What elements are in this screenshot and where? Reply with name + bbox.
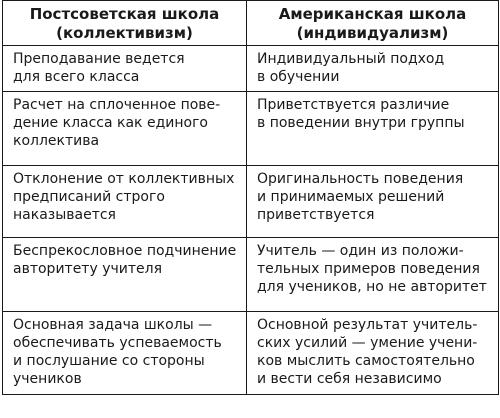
table-cell xyxy=(247,166,499,238)
table-cell xyxy=(3,92,247,166)
cell-text: Расчет на сплоченное пове- дение класса как единого коллектива xyxy=(13,97,221,149)
table-cell xyxy=(247,46,499,92)
cell-text: Отклонение от коллективных предписаний строго наказывается xyxy=(13,171,235,223)
cell-text: Основная задача школы — обеспечивать успеваемость и послушание со стороны учеников xyxy=(13,317,222,387)
cell-text: Преподавание ведется для всего класса xyxy=(13,51,185,85)
table-row xyxy=(3,238,499,312)
column-header-american xyxy=(247,1,499,46)
cell-text: Индивидуальный подход в обучении xyxy=(257,51,445,85)
cell-text: Оригинальность поведения и принимаемых решений приветствуется xyxy=(257,171,464,223)
table-row xyxy=(3,92,499,166)
table-row xyxy=(3,46,499,92)
table-cell xyxy=(247,312,499,395)
table-cell xyxy=(3,238,247,312)
table-row xyxy=(3,166,499,238)
cell-text: Беспрекословное подчинение авторитету учителя xyxy=(13,243,237,277)
cell-text: Приветствуется различие в поведении внутри группы xyxy=(257,97,465,131)
comparison-table xyxy=(2,0,499,395)
table-cell xyxy=(247,238,499,312)
cell-text: Учитель — один из положи- тельных примеров поведения для учеников, но не авторитет xyxy=(257,243,487,295)
table-cell xyxy=(3,166,247,238)
table-cell xyxy=(3,46,247,92)
table-row xyxy=(3,312,499,395)
table-cell xyxy=(3,312,247,395)
column-header-post-soviet xyxy=(3,1,247,46)
cell-text: Основной результат учитель- ских усилий — умение учени- ков мыслить самостоятельно и вести себя независимо xyxy=(257,317,478,387)
table-cell xyxy=(247,92,499,166)
table-header-row xyxy=(3,1,499,46)
header-text: Постсоветская школа (коллективизм) xyxy=(29,5,220,42)
header-text: Американская школа (индивидуализм) xyxy=(278,5,467,42)
